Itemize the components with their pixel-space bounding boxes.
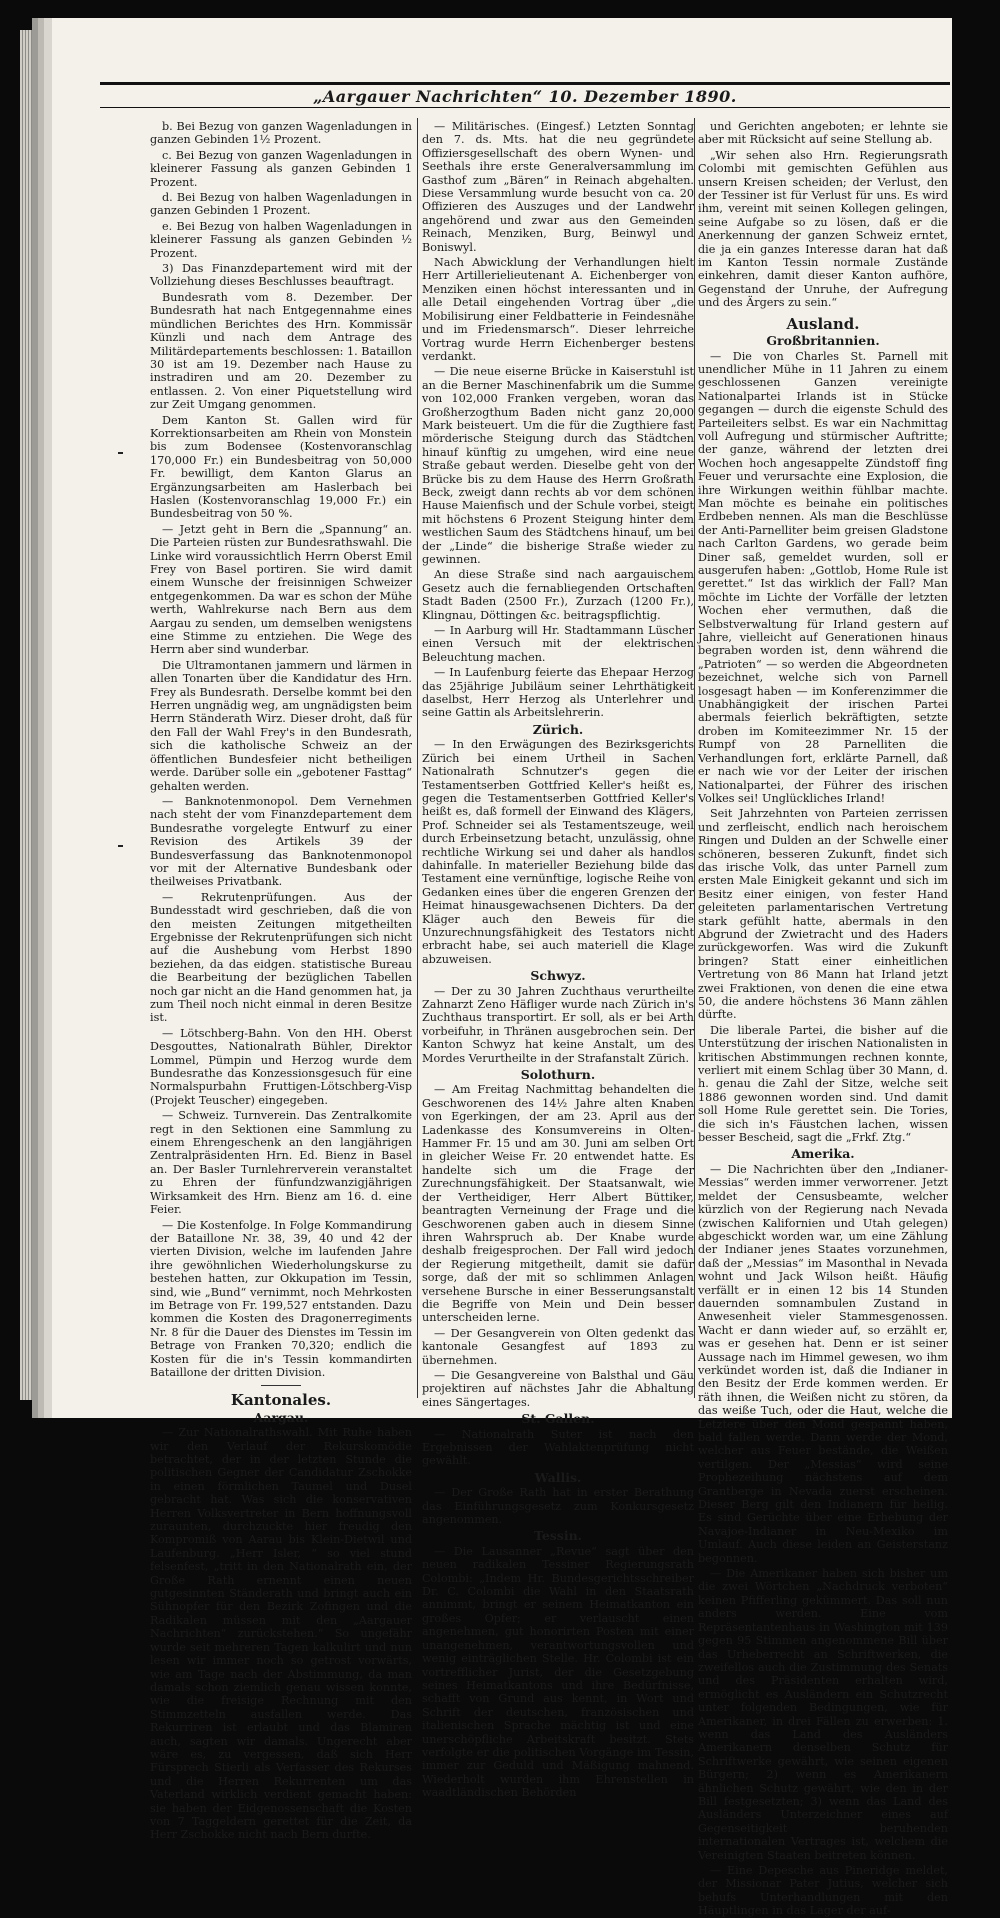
article-paragraph: — Lötschberg-Bahn. Von den HH. Oberst Desgouttes, Nationalrath Bühler, Direktor Lommel, Pümpin und Herzog wurde dem Bundesrathe das Konzessionsgesuch für eine Normalspurbahn Fruttigen-Lötschberg-Visp (Projekt Teuscher) eingegeben. <box>150 1026 412 1107</box>
article-paragraph: — Die Amerikaner haben sich bisher um die zwei Wörtchen „Nachdruck verboten“ keinen Pfifferling gekümmert. Das soll nun anders werden. Eine vom Repräsentantenhaus in Washington mit 139 gegen 95 Stimmen angenommene Bill über das Urheberrecht an Schriftwerken, die zweifellos auch die Zustimmung des Senats und des Präsidenten erhalten wird, ermöglicht es Ausländern ein Schutzrecht unter folgenden Bedingungen, wie für Amerikaner, in drei Fällen zu erwerben: 1. wenn das Land des Ausländers Amerikanern denselben Schutz für Schriftwerke gewährt, wie seinen eigenen Bürgern; 2) wenn es Amerikanern ähnlichen Schutz gewährt, wie den in der Bill festgesetzten; 3) wenn das Land des Ausländers Unterzeichner eines auf Gegenseitigkeit beruhenden internationalen Vertrages ist, welchem die Vereinigten Staaten beitreten können. <box>698 1567 948 1862</box>
list-item: d. Bei Bezug von halben Wagenladungen in ganzen Gebinden 1 Prozent. <box>150 191 412 218</box>
article-paragraph: Dem Kanton St. Gallen wird für Korrektionsarbeiten am Rhein von Monstein bis zum Bodensee (Kostenvoranschlag 170,000 Fr.) ein Bundesbeitrag von 50,000 Fr. bewilligt, dem Kanton Glarus an Ergänzungsarbeiten am Haslerbach bei Haslen (Kostenvoranschlag 19,000 Fr.) ein Bundesbeitrag von 50 %. <box>150 413 412 521</box>
article-paragraph: — Am Freitag Nachmittag behandelten die Geschworenen des 14½ Jahre alten Knaben von Egerkingen, der am 23. April aus der Ladenkasse des Konsumvereins in Olten-Hammer Fr. 15 und am 30. Juni am selben Ort in gleicher Weise Fr. 20 entwendet hatte. Es handelte sich um die Frage der Zurechnungsfähigkeit. Der Staatsanwalt, wie der Vertheidiger, Herr Albert Büttiker, beantragten Verneinung der Frage und die Geschworenen gaben auch in diesem Sinne ihren Wahrspruch ab. Der Knabe wurde deshalb freigesprochen. Der Fall wird jedoch der Regierung mitgetheilt, damit sie dafür sorge, daß der mit so schlimmen Anlagen versehene Bursche in einer Besserungsanstalt die Begriffe von Mein und Dein besser unterscheiden lerne. <box>422 1083 694 1325</box>
article-paragraph: — In Laufenburg feierte das Ehepaar Herzog das 25jährige Jubiläum seiner Lehrthätigkeit daselbst, Herr Herzog als Unterlehrer und seine Gattin als Arbeitslehrerin. <box>422 666 694 720</box>
article-paragraph: — Eine Depesche aus Pineridge meldet, der Missionar Pater Jutius, welcher sich behufs Unterhandlungen mit den Häuptlingen in das Lager der auf- <box>698 1864 948 1918</box>
column-rule <box>694 118 695 1398</box>
masthead-title: „Aargauer Nachrichten“ 10. Dezember 1890. <box>313 86 737 106</box>
section-heading-grossbritannien: Großbritannien. <box>766 333 880 349</box>
article-paragraph: „Wir sehen also Hrn. Regierungsrath Colombi mit gemischten Gefühlen aus unsern Kreisen scheiden; der Verlust, den der Tessiner ist für Verlust für uns. Es wird ihm, vereint mit seinen Kollegen gelingen, seine Aufgabe so zu lösen, daß er die Anerkennung der ganzen Schweiz erntet, die ja ein ganzes Interesse daran hat daß im Kanton Tessin normale Zustände einkehren, damit dieser Kanton aufhöre, Gegenstand der Unruhe, der Aufregung und des Ärgers zu sein.“ <box>698 148 948 310</box>
section-heading-tessin: Tessin. <box>533 1528 583 1544</box>
article-paragraph: — Der Gesangverein von Olten gedenkt das kantonale Gesangfest auf 1893 zu übernehmen. <box>422 1326 694 1367</box>
section-heading-aargau: Aargau. <box>253 1409 309 1425</box>
column-1 <box>150 120 412 1842</box>
column-rule <box>417 118 418 1398</box>
article-paragraph: — Banknotenmonopol. Dem Vernehmen nach steht der vom Finanzdepartement dem Bundesrathe vorgelegte Entwurf zu einer Revision des Artikels 39 der Bundesverfassung das Banknotenmonopol vor mit der Alternative Bundesbank oder theilweises Privatbank. <box>150 794 412 889</box>
article-paragraph: — Die Kostenfolge. In Folge Kommandirung der Bataillone Nr. 38, 39, 40 und 42 der vierten Division, welche im laufenden Jahre ihre gewöhnlichen Wiederholungskurse zu bestehen hatten, zur Okkupation im Tessin, sind, wie „Bund“ vernimmt, noch Mehrkosten im Betrage von Fr. 199,527 entstanden. Dazu kommen die Kosten des Dragonerregiments Nr. 8 für die Dauer des Dienstes im Tessin im Betrage von Franken 70,320; endlich die Kosten für die in's Tessin kommandirten Bataillone der dritten Division. <box>150 1218 412 1379</box>
column-3 <box>698 120 948 1918</box>
section-separator <box>261 1385 301 1386</box>
masthead <box>100 82 950 108</box>
article-paragraph: — Der Große Rath hat in erster Berathung das Einführungsgesetz zum Konkursgesetz angenommen. <box>422 1486 694 1527</box>
article-paragraph: — Zur Nationalrathswahl. Mit Ruhe haben wir den Verlauf der Rekurskomödie betrachtet, der in der letzten Stunde die politischen Gegner der Candidatur Zschokke in einen förmlichen Taumel und Dusel gebracht hat. Was sich die konservativen Herren Volksvertreter in Bern hoffnungsvoll zuraunten, durchzuckte hier freudig den Kompromiß von Aarau bis Klein-Dietwil und Laufenburg. „Herr Isler, “ so viel stund felsenfest, „tritt in den Nationalrath ein, der Große Rath ernennt einen neuen gutgesinnten Ständerath und bringt auch ein Sühnopfer für den Bezirk Zofingen und die Radikalen müssen mit den „Aargauer Nachrichten“ zurückstehen.“ So ungefähr wurde seit mehreren Tagen kalkulirt und nun lesen wir immer noch so getrost vorwärts, wie am Tage nach der Abstimmung, da man damals schon ziemlich genau wissen konnte, wie die freisige Rechnung mit den Stimmzetteln ausfallen werde. Das Rekurriren ist erlaubt und das Blamiren auch, sagten wir damals. Ungerecht aber wäre es, zu vergessen, daß sich Herr Fürsprech Stierli als Verfasser des Rekurses und die Herren Rekurrenten um das Vaterland wirklich verdient gemacht haben: sie haben der Eidgenossenschaft die Kosten von 7 Taggeldern gerettet für die Zeit, da Herr Zschokke nicht nach Bern durfte. <box>150 1426 412 1842</box>
section-heading-wallis: Wallis. <box>534 1469 582 1485</box>
article-paragraph: — Nationalrath Suter ist nach den Ergebnissen der Wahlaktenprüfung nicht gewählt. <box>422 1427 694 1468</box>
list-item: b. Bei Bezug von ganzen Wagenladungen in ganzen Gebinden 1½ Prozent. <box>150 120 412 147</box>
section-heading-stgallen: St. Gallen. <box>521 1411 595 1427</box>
article-paragraph: — Die von Charles St. Parnell mit unendlicher Mühe in 11 Jahren zu einem geschlossenen Ganzen vereinigte Nationalpartei Irlands ist in Stücke gegangen — durch die eigenste Schuld des Parteileiters selbst. Es war ein Nachmittag voll Aufregung und stürmischer Auftritte; der ganze, während der letzten drei Wochen hoch angesappelte Zündstoff fing Feuer und verursachte eine Explosion, die ihre Wirkungen weithin fühlbar machte. Man möchte es beinahe ein politisches Erdbeben nennen. Als man die Beschlüsse der Anti-Parnelliter beim greisen Gladstone nach Carlton Gardens, wo gerade beim Diner saß, gemeldet wurden, soll er ausgerufen haben: „Gottlob, Home Rule ist gerettet.“ Ist das wirklich der Fall? Man möchte im Lichte der Vorfälle der letzten Wochen eher vermuthen, daß die Selbstverwaltung für Irland gestern auf Jahre, vielleicht auf Generationen hinaus begraben worden ist, denn während die „Patrioten“ — so werden die Abgeordneten bezeichnet, welche sich von Parnell losgesagt haben — im Konferenzimmer die Unabhängigkeit der irischen Partei abermals feierlich bekräftigten, setzte droben im Komiteezimmer Nr. 15 der Rumpf von 28 Parnelliten die Verhandlungen fort, erklärte Parnell, daß er nach wie vor der Leiter der irischen Nationalpartei, der Führer des irischen Volkes sei! Unglückliches Irland! <box>698 349 948 805</box>
article-paragraph: Seit Jahrzehnten von Parteien zerrissen und zerfleischt, endlich nach heroischem Ringen und Dulden an der Schwelle einer schöneren, besseren Zukunft, findet sich das irische Volk, das unter Parnell zum ersten Male Einigkeit gekannt und sich im Besitz einer einigen, von fester Hand geleiteten parlamentarischen Vertretung stark gefühlt hatte, abermals in den Abgrund der Zwietracht und des Haders zurückgeworfen. Was wird die Zukunft bringen? Statt einer einheitlichen Vertretung von 86 Mann hat Irland jetzt zwei Fraktionen, von denen die eine etwa 50, die andere höchstens 36 Mann zählen dürfte. <box>698 807 948 1022</box>
article-paragraph: und Gerichten angeboten; er lehnte sie aber mit Rücksicht auf seine Stellung ab. <box>698 120 948 147</box>
article-paragraph: — Der zu 30 Jahren Zuchthaus verurtheilte Zahnarzt Zeno Häfliger wurde nach Zürich in's Zuchthaus transportirt. Er soll, als er bei Arth vorbeifuhr, in Thränen ausgebrochen sein. Der Kanton Schwyz hat keine Anstalt, um des Mordes Verurtheilte in der Strafanstalt Zürich. <box>422 984 694 1065</box>
section-heading-amerika: Amerika. <box>791 1146 855 1162</box>
article-paragraph: — Militärisches. (Eingesf.) Letzten Sonntag den 7. ds. Mts. hat die neu gegründete Offiziersgesellschaft des obern Wynen- und Seethals ihre erste Generalversammlung im Gasthof zum „Bären“ in Reinach abgehalten. Diese Versammlung wurde besucht von ca. 20 Offizieren des Auszuges und der Landwehr angehörend und zwar aus den Gemeinden Reinach, Menziken, Burg, Beinwyl und Boniswyl. <box>422 120 694 254</box>
list-item: c. Bei Bezug von ganzen Wagenladungen in kleinerer Fassung als ganzen Gebinden 1 Prozent. <box>150 148 412 189</box>
margin-mark <box>118 845 123 847</box>
article-paragraph: — Schweiz. Turnverein. Das Zentralkomite regt in den Sektionen eine Sammlung zu einem Ehrengeschenk an den langjährigen Zentralpräsidenten Hrn. Ed. Bienz in Basel an. Der Basler Turnlehrerverein veranstaltet zu Ehren der fünfundzwanzigjährigen Wirksamkeit des Hrn. Bienz am 16. d. eine Feier. <box>150 1109 412 1217</box>
section-heading-ausland: Ausland. <box>786 314 860 333</box>
article-paragraph: Die liberale Partei, die bisher auf die Unterstützung der irischen Nationalisten in kritischen Abstimmungen rechnen konnte, verliert mit einem Schlag über 30 Mann, d. h. genau die Zahl der Sitze, welche seit 1886 gewonnen worden sind. Und damit soll Home Rule gerettet sein. Die Tories, die sich in's Fäustchen lachen, wissen besser Bescheid, sagt die „Frkf. Ztg.“ <box>698 1023 948 1145</box>
book-edge <box>20 30 52 1400</box>
section-heading-zurich: Zürich. <box>532 721 584 737</box>
article-paragraph: — Die neue eiserne Brücke in Kaiserstuhl ist an die Berner Maschinenfabrik um die Summe von 102,000 Franken vergeben, woran das Großherzogthum Baden nicht ganz 20,000 Mark beisteuert. Um die für die Zugthiere fast mörderische Steigung durch das Städtchen hinauf künftig zu umgehen, wird eine neue Straße gebaut werden. Dieselbe geht von der Brücke bis zu dem Hause des Herrn Großrath Beck, zweigt dann rechts ab vor dem schönen Hause Maienfisch und der Schule vorbei, steigt mit höchstens 6 Prozent Steigung hinter dem westlichen Saum des Städtchens hinauf, um bei der „Linde“ die bisherige Straße wieder zu gewinnen. <box>422 365 694 566</box>
article-paragraph: — Rekrutenprüfungen. Aus der Bundesstadt wird geschrieben, daß die von den meisten Zeitungen mitgetheilten Ergebnisse der Rekrutenprüfungen sich nicht auf die Aushebung vom Herbst 1890 beziehen, da das eidgen. statistische Bureau die Bearbeitung der bezüglichen Tabellen noch gar nicht an die Hand genommen hat, ja zum Theil noch nicht einmal in deren Besitze ist. <box>150 890 412 1025</box>
section-heading-kantonales: Kantonales. <box>230 1391 332 1410</box>
column-2 <box>422 120 694 1800</box>
margin-mark <box>118 452 123 454</box>
article-paragraph: — Jetzt geht in Bern die „Spannung“ an. Die Parteien rüsten zur Bundesrathswahl. Die Linke wird voraussichtlich Herrn Oberst Emil Frey von Basel portiren. Sie wird damit einem Wunsche der freisinnigen Schweizer entgegenkommen. Da war es schon der Mühe werth, Wahlrekurse nach Bern aus dem Aargau zu senden, um demselben wenigstens eine Stimme zu entziehen. Die Wege des Herrn aber sind wunderbar. <box>150 522 412 657</box>
article-paragraph: — Die Gesangvereine von Balsthal und Gäu projektiren auf nächstes Jahr die Abhaltung eines Sängertages. <box>422 1368 694 1409</box>
section-heading-schwyz: Schwyz. <box>530 968 586 984</box>
article-paragraph: — In Aarburg will Hr. Stadtammann Lüscher einen Versuch mit der elektrischen Beleuchtung machen. <box>422 624 694 664</box>
article-paragraph: Die Ultramontanen jammern und lärmen in allen Tonarten über die Kandidatur des Hrn. Frey als Bundesrath. Derselbe kommt bei den Herren ungnädig weg, am ungnädigsten beim Herrn Ständerath Wirz. Dieser droht, daß für den Fall der Wahl Frey's in den Bundesrath, sich die katholische Schweiz an der öffentlichen Bundesfeier nicht betheiligen werde. Darüber solle ein „gebotener Fasttag“ gehalten werden. <box>150 658 412 793</box>
article-paragraph: — Die Nachrichten über den „Indianer-Messias“ werden immer verworrener. Jetzt meldet der Censusbeamte, welcher kürzlich von der Regierung nach Nevada (zwischen Kalifornien und Utah gelegen) abgeschickt worden war, um eine Zählung der Indianer jenes Staates vorzunehmen, daß der „Messias“ im Masonthal in Nevada wohnt und Jack Wilson heißt. Häufig verfällt er in einen 12 bis 14 Stunden dauernden somnambulen Zustand in Anwesenheit vieler Stammesgenossen. Wacht er dann wieder auf, so erzählt er, was er gesehen hat. Denn er ist seiner Aussage nach im Himmel gewesen, wo ihm verkündet worden ist, daß die Indianer in den Besitz der Erde kommen werden. Er räth ihnen, die Weißen nicht zu stören, da das weiße Tuch, oder die Haut, welche die Letztere über den Mond gespannt haben, bald fallen werde. Dann werde der Mond, welcher aus Feuer bestände, die Weißen vertilgen. Der „Messias“ wird seine Prophezeihung nächstens auf dem Grantberge in Nevada zuerst erscheinen. Dieser Berg gilt den Indianern für heilig. Es sind Gerüchte über eine Erhebung der Navajoe-Indianer in Neu-Mexiko im Umlauf. Auch diese leiden an Geisterstanz begonnen. <box>698 1162 948 1565</box>
list-item: 3) Das Finanzdepartement wird mit der Vollziehung dieses Beschlusses beauftragt. <box>150 262 412 289</box>
section-heading-solothurn: Solothurn. <box>520 1067 596 1083</box>
article-paragraph: Nach Abwicklung der Verhandlungen hielt Herr Artillerielieutenant A. Eichenberger von Menziken einen höchst interessanten und in alle Detail eingehenden Vortrag über „die Mobilisirung einer Feldbatterie in Feindesnähe und im Friedensmarsch“. Dieser lehrreiche Vortrag wurde Herrn Eichenberger bestens verdankt. <box>422 256 694 363</box>
article-paragraph: — In den Erwägungen des Bezirksgerichts Zürich bei einem Urtheil in Sachen Nationalrath Schnutzer's gegen die Testamentserben Gottfried Keller's heißt es, gegen die Testamentserben Gottfried Keller's heißt es, daß formell der Einwand des Klägers, Prof. Schneider sei als Testamentszeuge, weil durch Erbeinsetzung betacht, unzulässig, ohne rechtliche Wirkung sei und daher als handlos dahinfalle. In materieller Beziehung bilde das Testament eine vernünftige, logische Reihe von Gedanken eines über die engeren Grenzen der Heimat hinausgewachsenen Dichters. Da der Kläger auch den Beweis für die Unzurechnungsfähigkeit des Testators nicht erbracht habe, sei auch materiell die Klage abzuweisen. <box>422 738 694 966</box>
article-paragraph: — Die Lausanner „Revue“ sagt über den neuen radikalen Tessiner Regierungsrath Colombi: „Indem Hr. Bundesgerichtsschreiber Dr. C. Colombi die Wahl in den Staatsrath annimmt, bringt er seinem Heimatkanton ein großes Opfer; er verlauscht einen angenehmen, gut honorirten Posten mit einer unangenehmen, verantwortungsvollen und wenig einträglichen Stelle. Hr. Colombi ist ein vortrefflicher Jurist, der die Gesetzgebung seines Heimatkantons und ihre Bedürfnisse, schafft von Grund aus kennt, in Wort und Schrift der deutschen, französischen und italienischen Sprache mächtig ist und eine unerschöpfliche Arbeitskraft besitzt. Stets verfolgte er die politischen Vorgänge im Tessin, immer zur Geduld und Mäßigung mahnend. Wiederholt wurden ihm Ehrenstellen in waadtländischen Behörden <box>422 1544 694 1800</box>
article-paragraph: Bundesrath vom 8. Dezember. Der Bundesrath hat nach Entgegennahme eines mündlichen Berichtes des Hrn. Kommissär Künzli und nach dem Antrage des Militärdepartements beschlossen: 1. Bataillon 30 ist am 19. Dezember nach Hause zu instradiren und am 20. Dezember zu entlassen. 2. Von einer Piquetstellung wird zur Zeit Umgang genommen. <box>150 290 412 412</box>
list-item: e. Bei Bezug von halben Wagenladungen in kleinerer Fassung als ganzen Gebinden ½ Prozent. <box>150 219 412 260</box>
article-paragraph: An diese Straße sind nach aargauischem Gesetz auch die fernabliegenden Ortschaften Stadt Baden (2500 Fr.), Zurzach (1200 Fr.), Klingnau, Döttingen &c. beitragspflichtig. <box>422 568 694 622</box>
